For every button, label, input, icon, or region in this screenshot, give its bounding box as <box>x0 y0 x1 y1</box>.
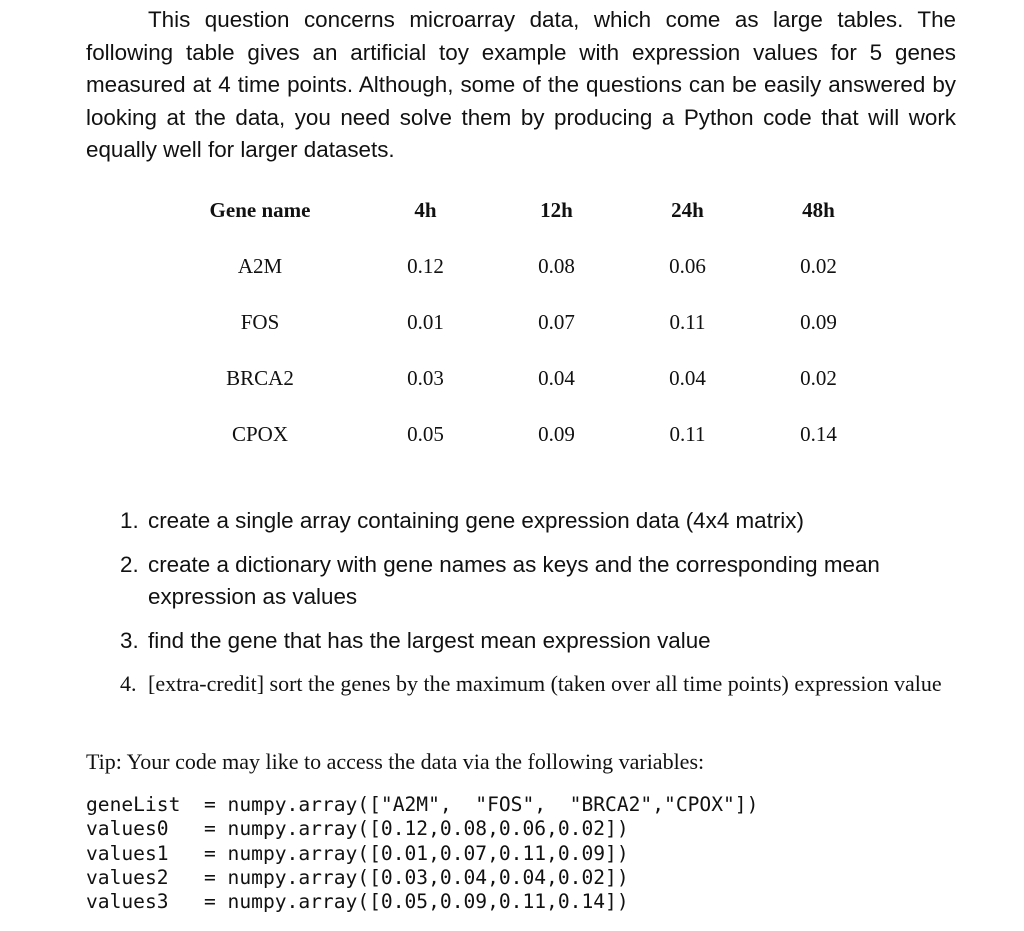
gene-cell: BRCA2 <box>226 365 294 390</box>
question-number: 1. <box>120 508 139 533</box>
value-cell: 0.05 <box>407 421 444 446</box>
header-4h: 4h <box>414 197 437 222</box>
code-block <box>86 793 758 914</box>
question-text: create a dictionary with gene names as keys and the corresponding mean expression as values <box>148 551 880 609</box>
gene-cell: CPOX <box>231 421 289 446</box>
header-gene-name: Gene name <box>209 197 311 222</box>
question-text: create a single array containing gene expression data (4x4 matrix) <box>148 508 804 533</box>
code-line: values1 = numpy.array([0.01,0.07,0.11,0.09]) <box>86 841 629 865</box>
value-cell: 0.02 <box>800 365 837 390</box>
question-number: 4. <box>120 671 137 696</box>
value-cell: 0.07 <box>538 309 575 334</box>
value-cell: 0.01 <box>407 309 444 334</box>
tip-text: Tip: Your code may like to access the data via the following variables: <box>86 749 705 774</box>
question-number: 2. <box>120 551 139 577</box>
intro-paragraph: This question concerns microarray data, which come as large tables. The following table gives an artificial toy example with expression values for 5 genes measured at 4 time points. Although, some of the questions can be easily answered by looking at the data, you need solve them by producing a Python code that will work equally well for larger datasets. <box>86 7 956 162</box>
question-list <box>120 505 960 712</box>
table-row <box>160 238 884 294</box>
header-48h: 48h <box>802 197 835 222</box>
value-cell: 0.09 <box>538 421 575 446</box>
value-cell: 0.02 <box>800 253 837 278</box>
table-row <box>160 294 884 350</box>
value-cell: 0.12 <box>407 253 444 278</box>
table-header-row <box>160 182 884 238</box>
question-number: 3. <box>120 627 139 653</box>
value-cell: 0.11 <box>669 309 706 334</box>
code-line: values2 = numpy.array([0.03,0.04,0.04,0.02]) <box>86 865 629 889</box>
gene-cell: FOS <box>240 309 280 334</box>
question-text: [extra-credit] sort the genes by the maximum (taken over all time points) expression value <box>148 671 942 696</box>
header-24h: 24h <box>671 197 704 222</box>
value-cell: 0.04 <box>669 365 706 390</box>
value-cell: 0.08 <box>538 253 575 278</box>
question-item <box>120 625 960 658</box>
table-row <box>160 350 884 406</box>
value-cell: 0.14 <box>800 421 837 446</box>
question-text: find the gene that has the largest mean expression value <box>148 627 711 653</box>
value-cell: 0.03 <box>407 365 444 390</box>
value-cell: 0.09 <box>800 309 837 334</box>
code-line: values0 = numpy.array([0.12,0.08,0.06,0.02]) <box>86 817 629 841</box>
value-cell: 0.04 <box>538 365 575 390</box>
table-row <box>160 406 884 462</box>
value-cell: 0.11 <box>669 421 706 446</box>
question-item <box>120 549 960 614</box>
question-item <box>120 668 960 701</box>
code-line: values3 = numpy.array([0.05,0.09,0.11,0.14]) <box>86 890 629 914</box>
expression-table <box>160 182 884 462</box>
gene-cell: A2M <box>237 253 283 278</box>
header-12h: 12h <box>540 197 573 222</box>
code-line: geneList = numpy.array(["A2M", "FOS", "BRCA2","CPOX"]) <box>86 793 759 816</box>
question-item <box>120 505 960 538</box>
value-cell: 0.06 <box>669 253 706 278</box>
